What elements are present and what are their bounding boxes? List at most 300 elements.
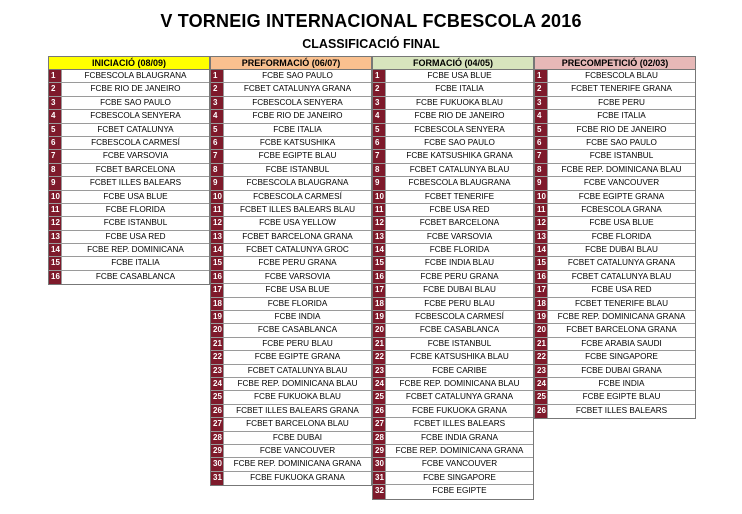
- team-name: FCBET ILLES BALEARS: [89, 178, 182, 188]
- ranking-row: [535, 204, 695, 217]
- rank-number: 6: [535, 137, 548, 149]
- team-name: FCBE USA YELLOW: [259, 218, 336, 228]
- rank-number: 7: [211, 150, 224, 162]
- team-name: FCBET ILLES BALEARS BLAU: [240, 204, 355, 214]
- team-name: FCBE PERU GRANA: [420, 271, 499, 281]
- team-name: FCBESCOLA BLAU: [585, 71, 658, 80]
- rank-number: 23: [535, 365, 548, 377]
- ranking-row: [211, 244, 371, 257]
- rank-number: 21: [373, 338, 386, 350]
- team-name: FCBE SINGAPORE: [585, 352, 658, 362]
- team-name: FCBESCOLA SENYERA: [252, 97, 343, 107]
- ranking-row: [373, 391, 533, 404]
- team-name: FCBE REP. DOMINICANA BLAU: [237, 378, 358, 388]
- team-name: FCBE FUKUOKA GRANA: [412, 405, 507, 415]
- category-column-iniciacio: [48, 56, 210, 285]
- team-name: FCBE ISTANBUL: [589, 151, 654, 161]
- ranking-row: [373, 137, 533, 150]
- rank-number: 16: [535, 271, 548, 283]
- team-name: FCBE INDIA: [274, 312, 321, 322]
- ranking-row: [211, 204, 371, 217]
- team-name: FCBE DUBAI: [272, 432, 323, 442]
- category-column-formacio: [372, 56, 534, 500]
- ranking-row: [373, 311, 533, 324]
- rank-number: 11: [49, 204, 62, 216]
- ranking-list: [211, 70, 371, 485]
- team-name: FCBE EGIPTE GRANA: [254, 352, 341, 362]
- team-name: FCBET BARCELONA: [95, 164, 176, 174]
- ranking-row: [373, 271, 533, 284]
- rank-number: 11: [373, 204, 386, 216]
- team-name: FCBE USA RED: [105, 231, 166, 241]
- rank-number: 4: [49, 110, 62, 122]
- team-name: FCBE USA RED: [591, 285, 652, 295]
- ranking-row: [373, 177, 533, 190]
- ranking-list: [535, 70, 695, 418]
- team-name: FCBE ITALIA: [273, 124, 322, 134]
- team-name: FCBE SAO PAULO: [424, 137, 495, 147]
- rank-number: 28: [211, 432, 224, 444]
- rank-number: 4: [211, 110, 224, 122]
- team-name: FCBE SAO PAULO: [100, 97, 171, 107]
- ranking-row: [535, 124, 695, 137]
- team-name: FCBE REP. DOMINICANA: [87, 245, 184, 255]
- team-name: FCBE EGIPTE BLAU: [258, 151, 337, 161]
- ranking-row: [535, 164, 695, 177]
- rank-number: 2: [535, 83, 548, 95]
- ranking-row: [49, 257, 209, 270]
- rank-number: 17: [211, 284, 224, 296]
- team-name: FCBESCOLA SENYERA: [90, 111, 181, 121]
- rank-number: 15: [211, 257, 224, 269]
- ranking-row: [373, 110, 533, 123]
- ranking-row: [211, 311, 371, 324]
- team-name: FCBE FLORIDA: [429, 245, 490, 255]
- ranking-row: [373, 351, 533, 364]
- ranking-row: [535, 324, 695, 337]
- ranking-row: [49, 110, 209, 123]
- rank-number: 1: [535, 70, 548, 82]
- rank-number: 21: [211, 338, 224, 350]
- ranking-row: [211, 351, 371, 364]
- rank-number: 12: [211, 217, 224, 229]
- team-name: FCBE PERU BLAU: [262, 338, 333, 348]
- team-name: FCBE SAO PAULO: [262, 71, 333, 80]
- ranking-row: [373, 458, 533, 471]
- ranking-row: [211, 271, 371, 284]
- rank-number: 31: [373, 472, 386, 484]
- rank-number: 11: [535, 204, 548, 216]
- team-name: FCBE RIO DE JANEIRO: [576, 124, 667, 134]
- ranking-row: [373, 244, 533, 257]
- team-name: FCBET ILLES BALEARS: [413, 419, 506, 429]
- team-name: FCBE ISTANBUL: [265, 164, 330, 174]
- rank-number: 23: [373, 365, 386, 377]
- team-name: FCBESCOLA SENYERA: [414, 124, 505, 134]
- team-name: FCBE VANCOUVER: [259, 445, 336, 455]
- team-name: FCBE FLORIDA: [105, 204, 166, 214]
- team-name: FCBESCOLA BLAUGRANA: [408, 178, 511, 188]
- ranking-row: [373, 472, 533, 485]
- category-header: INICIACIÓ (08/09): [49, 57, 209, 70]
- ranking-row: [373, 204, 533, 217]
- rank-number: 29: [373, 445, 386, 457]
- rank-number: 1: [211, 70, 224, 82]
- team-name: FCBE KATSUSHIKA GRANA: [406, 151, 513, 161]
- ranking-row: [49, 70, 209, 83]
- ranking-row: [211, 124, 371, 137]
- team-name: FCBE PERU GRANA: [258, 258, 337, 268]
- ranking-row: [535, 311, 695, 324]
- rank-number: 22: [535, 351, 548, 363]
- team-name: FCBE SAO PAULO: [586, 137, 657, 147]
- page-title: V TORNEIG INTERNACIONAL FCBESCOLA 2016: [160, 11, 582, 31]
- team-name: FCBE REP. DOMINICANA BLAU: [561, 164, 682, 174]
- rank-number: 27: [373, 418, 386, 430]
- team-name: FCBE REP. DOMINICANA BLAU: [399, 378, 520, 388]
- ranking-row: [373, 124, 533, 137]
- team-name: FCBE FUKUOKA BLAU: [254, 392, 341, 402]
- ranking-row: [535, 284, 695, 297]
- ranking-row: [535, 378, 695, 391]
- rank-number: 9: [535, 177, 548, 189]
- rank-number: 13: [535, 231, 548, 243]
- rank-number: 16: [211, 271, 224, 283]
- team-name: FCBET CATALUNYA BLAU: [409, 164, 510, 174]
- rank-number: 26: [211, 405, 224, 417]
- ranking-row: [211, 164, 371, 177]
- team-name: FCBET CATALUNYA BLAU: [571, 271, 672, 281]
- team-name: FCBE SINGAPORE: [423, 472, 496, 482]
- rank-number: 15: [373, 257, 386, 269]
- team-name: FCBE DUBAI BLAU: [423, 285, 496, 295]
- rank-number: 5: [49, 124, 62, 136]
- rank-number: 4: [373, 110, 386, 122]
- team-name: FCBESCOLA BLAUGRANA: [246, 178, 349, 188]
- ranking-row: [535, 298, 695, 311]
- rank-number: 26: [535, 405, 548, 418]
- ranking-row: [211, 391, 371, 404]
- team-name: FCBE RIO DE JANEIRO: [90, 84, 181, 94]
- team-name: FCBET TENERIFE: [424, 191, 495, 201]
- ranking-row: [211, 257, 371, 270]
- rank-number: 14: [373, 244, 386, 256]
- ranking-row: [49, 231, 209, 244]
- rank-number: 18: [211, 298, 224, 310]
- team-name: FCBET CATALUNYA GROC: [246, 245, 349, 255]
- ranking-row: [49, 150, 209, 163]
- team-name: FCBE EGIPTE: [432, 486, 487, 496]
- ranking-row: [535, 391, 695, 404]
- ranking-list: [373, 70, 533, 499]
- rank-number: 19: [535, 311, 548, 323]
- rank-number: 16: [373, 271, 386, 283]
- ranking-row: [211, 378, 371, 391]
- ranking-row: [373, 257, 533, 270]
- team-name: FCBET TENERIFE BLAU: [575, 298, 668, 308]
- rank-number: 8: [211, 164, 224, 176]
- category-column-precompeticio: [534, 56, 696, 419]
- team-name: FCBE DUBAI GRANA: [581, 365, 662, 375]
- rank-number: 25: [211, 391, 224, 403]
- ranking-row: [373, 445, 533, 458]
- ranking-row: [535, 83, 695, 96]
- ranking-row: [373, 378, 533, 391]
- ranking-row: [211, 338, 371, 351]
- team-name: FCBE DUBAI BLAU: [585, 245, 658, 255]
- ranking-row: [211, 472, 371, 485]
- rank-number: 17: [373, 284, 386, 296]
- ranking-row: [535, 338, 695, 351]
- rank-number: 9: [211, 177, 224, 189]
- category-header: PREFORMACIÓ (06/07): [211, 57, 371, 70]
- ranking-row: [211, 110, 371, 123]
- rank-number: 6: [211, 137, 224, 149]
- ranking-row: [535, 244, 695, 257]
- team-name: FCBESCOLA CARMESÍ: [91, 137, 180, 147]
- ranking-row: [535, 257, 695, 270]
- ranking-row: [211, 458, 371, 471]
- team-name: FCBET ILLES BALEARS GRANA: [236, 405, 359, 415]
- ranking-row: [211, 298, 371, 311]
- team-name: FCBESCOLA BLAUGRANA: [84, 71, 187, 80]
- ranking-row: [535, 97, 695, 110]
- rank-number: 30: [373, 458, 386, 470]
- team-name: FCBE FUKUOKA BLAU: [416, 97, 503, 107]
- rank-number: 28: [373, 432, 386, 444]
- ranking-row: [535, 365, 695, 378]
- team-name: FCBE CASABLANCA: [95, 271, 176, 281]
- team-name: FCBE ISTANBUL: [103, 218, 168, 228]
- rank-number: 2: [373, 83, 386, 95]
- team-name: FCBE VANCOUVER: [583, 178, 660, 188]
- ranking-row: [49, 137, 209, 150]
- team-name: FCBE REP. DOMINICANA GRANA: [395, 445, 524, 455]
- rank-number: 18: [535, 298, 548, 310]
- ranking-row: [535, 351, 695, 364]
- team-name: FCBET CATALUNYA GRANA: [567, 258, 676, 268]
- ranking-row: [211, 432, 371, 445]
- rank-number: 26: [373, 405, 386, 417]
- team-name: FCBE USA BLUE: [265, 285, 330, 295]
- ranking-row: [535, 110, 695, 123]
- ranking-row: [211, 83, 371, 96]
- rank-number: 13: [211, 231, 224, 243]
- rank-number: 2: [211, 83, 224, 95]
- ranking-row: [211, 418, 371, 431]
- rank-number: 8: [535, 164, 548, 176]
- team-name: FCBE USA BLUE: [103, 191, 168, 201]
- rank-number: 19: [211, 311, 224, 323]
- rank-number: 8: [49, 164, 62, 176]
- rank-number: 24: [211, 378, 224, 390]
- rank-number: 8: [373, 164, 386, 176]
- rank-number: 22: [373, 351, 386, 363]
- team-name: FCBE ITALIA: [435, 84, 484, 94]
- rank-number: 12: [49, 217, 62, 229]
- ranking-row: [535, 405, 695, 418]
- ranking-row: [373, 150, 533, 163]
- team-name: FCBE USA BLUE: [427, 71, 492, 80]
- team-name: FCBESCOLA CARMESÍ: [415, 312, 504, 322]
- rank-number: 7: [535, 150, 548, 162]
- ranking-row: [211, 365, 371, 378]
- team-name: FCBE VARSOVIA: [426, 231, 493, 241]
- rank-number: 10: [211, 191, 224, 203]
- ranking-row: [211, 445, 371, 458]
- rank-number: 5: [373, 124, 386, 136]
- ranking-row: [373, 70, 533, 83]
- rank-number: 31: [211, 472, 224, 485]
- rank-number: 20: [535, 324, 548, 336]
- rank-number: 25: [535, 391, 548, 403]
- team-name: FCBET CATALUNYA BLAU: [247, 365, 348, 375]
- ranking-row: [49, 204, 209, 217]
- rank-number: 4: [535, 110, 548, 122]
- rank-number: 1: [49, 70, 62, 82]
- rank-number: 6: [49, 137, 62, 149]
- rank-number: 20: [373, 324, 386, 336]
- team-name: FCBE VARSOVIA: [264, 271, 331, 281]
- rank-number: 12: [535, 217, 548, 229]
- team-name: FCBE VANCOUVER: [421, 459, 498, 469]
- ranking-row: [49, 191, 209, 204]
- rank-number: 10: [49, 191, 62, 203]
- team-name: FCBE RIO DE JANEIRO: [252, 111, 343, 121]
- rank-number: 9: [373, 177, 386, 189]
- team-name: FCBE USA RED: [429, 204, 490, 214]
- ranking-row: [49, 97, 209, 110]
- ranking-row: [373, 217, 533, 230]
- ranking-row: [535, 177, 695, 190]
- rank-number: 20: [211, 324, 224, 336]
- team-name: FCBE REP. DOMINICANA GRANA: [557, 312, 686, 322]
- team-name: FCBET BARCELONA BLAU: [246, 419, 349, 429]
- ranking-row: [373, 83, 533, 96]
- ranking-row: [373, 418, 533, 431]
- ranking-row: [373, 432, 533, 445]
- ranking-row: [49, 217, 209, 230]
- ranking-row: [49, 244, 209, 257]
- rank-number: 6: [373, 137, 386, 149]
- team-name: FCBE KATSUSHIKA BLAU: [410, 352, 509, 362]
- ranking-row: [211, 70, 371, 83]
- ranking-row: [373, 324, 533, 337]
- ranking-row: [211, 405, 371, 418]
- rank-number: 11: [211, 204, 224, 216]
- team-name: FCBE USA BLUE: [589, 218, 654, 228]
- ranking-row: [373, 164, 533, 177]
- team-name: FCBESCOLA GRANA: [581, 204, 662, 214]
- team-name: FCBET CATALUNYA GRANA: [405, 392, 514, 402]
- rank-number: 1: [373, 70, 386, 82]
- ranking-row: [49, 271, 209, 284]
- ranking-row: [373, 298, 533, 311]
- rank-number: 3: [373, 97, 386, 109]
- ranking-row: [211, 231, 371, 244]
- ranking-row: [373, 231, 533, 244]
- ranking-row: [49, 177, 209, 190]
- team-name: FCBE ITALIA: [111, 258, 160, 268]
- ranking-row: [211, 191, 371, 204]
- rank-number: 24: [535, 378, 548, 390]
- rank-number: 14: [211, 244, 224, 256]
- ranking-row: [373, 284, 533, 297]
- team-name: FCBET CATALUNYA: [97, 124, 174, 134]
- page-subtitle: CLASSIFICACIÓ FINAL: [302, 37, 440, 51]
- rank-number: 16: [49, 271, 62, 284]
- ranking-row: [535, 150, 695, 163]
- team-name: FCBE INDIA BLAU: [424, 258, 495, 268]
- rank-number: 3: [535, 97, 548, 109]
- team-name: FCBET CATALUNYA GRANA: [243, 84, 352, 94]
- ranking-row: [211, 150, 371, 163]
- ranking-row: [211, 97, 371, 110]
- ranking-row: [373, 365, 533, 378]
- ranking-row: [373, 405, 533, 418]
- ranking-row: [211, 324, 371, 337]
- rank-number: 25: [373, 391, 386, 403]
- rank-number: 14: [49, 244, 62, 256]
- rank-number: 10: [373, 191, 386, 203]
- rank-number: 12: [373, 217, 386, 229]
- ranking-list: [49, 70, 209, 284]
- ranking-row: [535, 137, 695, 150]
- team-name: FCBE ARABIA SAUDI: [581, 338, 662, 348]
- ranking-row: [535, 217, 695, 230]
- rank-number: 27: [211, 418, 224, 430]
- rank-number: 24: [373, 378, 386, 390]
- rank-number: 22: [211, 351, 224, 363]
- ranking-row: [535, 231, 695, 244]
- ranking-row: [373, 97, 533, 110]
- team-name: FCBET ILLES BALEARS: [575, 405, 668, 415]
- rank-number: 13: [373, 231, 386, 243]
- team-name: FCBET BARCELONA GRANA: [242, 231, 353, 241]
- ranking-row: [535, 271, 695, 284]
- team-name: FCBE ISTANBUL: [427, 338, 492, 348]
- category-column-preformacio: [210, 56, 372, 486]
- team-name: FCBE RIO DE JANEIRO: [414, 111, 505, 121]
- ranking-row: [49, 83, 209, 96]
- team-name: FCBE CARIBE: [432, 365, 487, 375]
- ranking-row: [373, 338, 533, 351]
- team-name: FCBET TENERIFE GRANA: [571, 84, 672, 94]
- ranking-row: [373, 191, 533, 204]
- ranking-row: [49, 164, 209, 177]
- team-name: FCBE CASABLANCA: [257, 325, 338, 335]
- rank-number: 7: [49, 150, 62, 162]
- team-name: FCBE INDIA GRANA: [421, 432, 498, 442]
- team-name: FCBE INDIA: [598, 378, 645, 388]
- rank-number: 23: [211, 365, 224, 377]
- team-name: FCBET BARCELONA: [419, 218, 500, 228]
- rank-number: 15: [535, 257, 548, 269]
- rank-number: 2: [49, 83, 62, 95]
- team-name: FCBE REP. DOMINICANA GRANA: [233, 459, 362, 469]
- rank-number: 21: [535, 338, 548, 350]
- team-name: FCBE FUKUOKA GRANA: [250, 472, 345, 482]
- ranking-row: [211, 284, 371, 297]
- rank-number: 14: [535, 244, 548, 256]
- ranking-row: [211, 217, 371, 230]
- rank-number: 15: [49, 257, 62, 269]
- rank-number: 19: [373, 311, 386, 323]
- ranking-row: [535, 191, 695, 204]
- rank-number: 3: [211, 97, 224, 109]
- category-header: PRECOMPETICIÓ (02/03): [535, 57, 695, 70]
- rank-number: 9: [49, 177, 62, 189]
